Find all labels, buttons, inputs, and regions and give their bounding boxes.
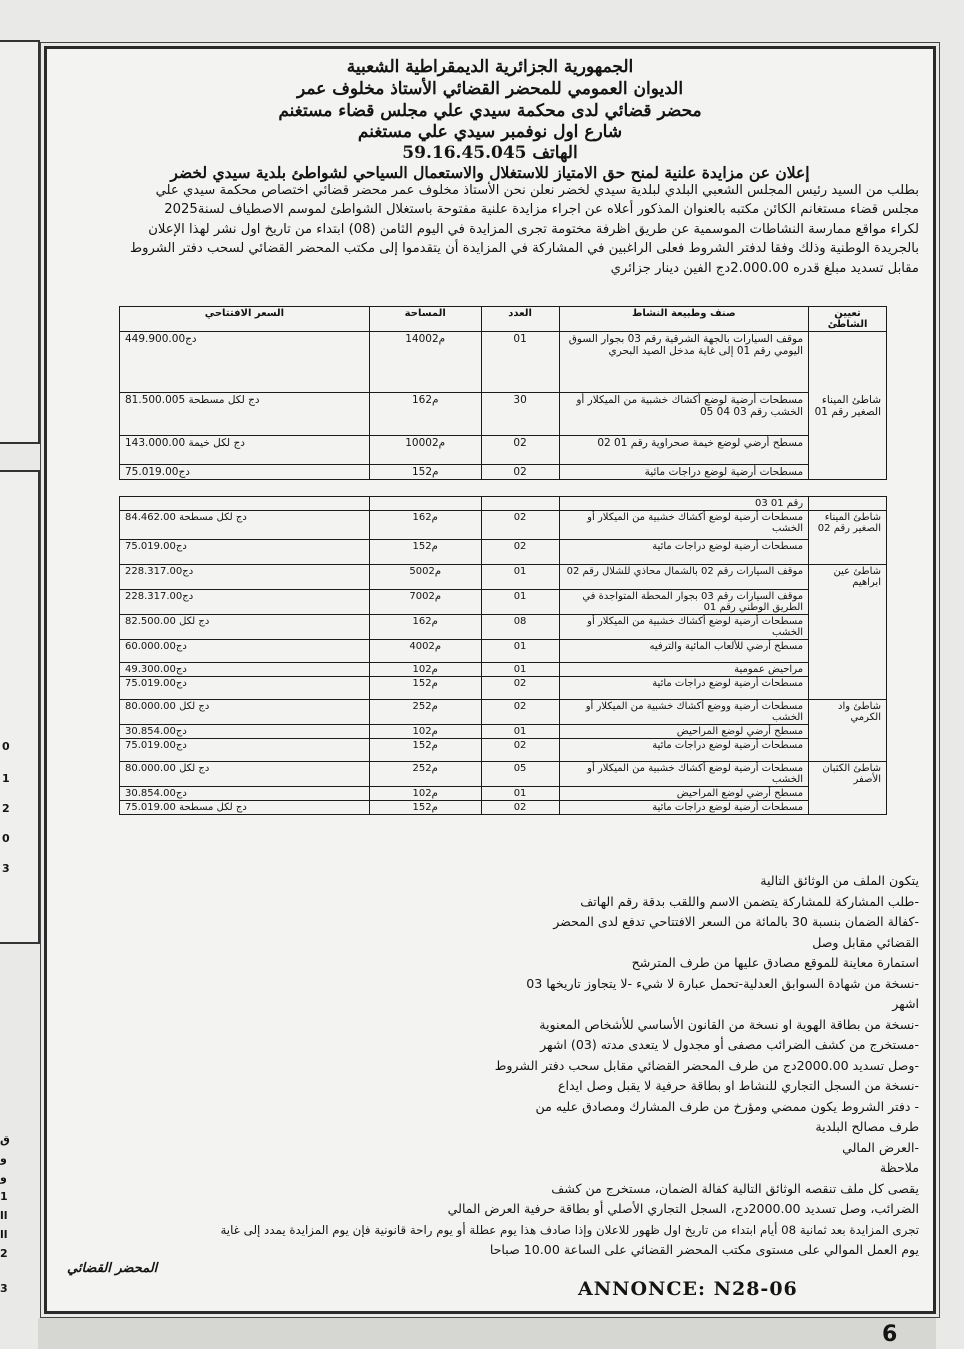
count-cell: 01 (481, 787, 559, 801)
area-cell: 10م2 (369, 663, 481, 677)
price-cell: 80.000.00 دج لكل (120, 700, 370, 725)
doc-line: -طلب المشاركة للمشاركة يتضمن الاسم واللقب بدقة رقم الهاتف (580, 893, 919, 909)
col-header-activity: صنف وطبيعة النشاط (559, 307, 809, 332)
activity-cell: مسطحات أرضية لوضع دراجات مائية (559, 540, 809, 565)
annonce-number: ANNONCE: N28-06 (578, 1278, 798, 1300)
activity-cell: مسطحات أرضية لوضع دراجات مائية (559, 465, 809, 480)
area-cell: 16م2 (369, 393, 481, 436)
price-cell: 75.019.00دج (120, 465, 370, 480)
doc-line: -نسخة من السجل التجاري للنشاط او بطاقة حرفية لا يقبل وصل ايداع (557, 1078, 919, 1093)
required-documents (61, 871, 919, 1261)
beach-name: شاطئ عين ابراهيم (809, 565, 887, 700)
area-cell: 400م2 (369, 640, 481, 663)
activity-cell: موقف السيارات رقم 02 بالشمال محاذي للشلال رقم 02 (559, 565, 809, 590)
price-cell: 80.000.00 دج لكل (120, 762, 370, 787)
activity-cell: موقف السيارات رقم 03 بجوار المحطة المتواجدة في الطريق الوطني رقم 01 (559, 590, 809, 615)
table-row (120, 801, 887, 815)
count-cell: 02 (481, 700, 559, 725)
area-cell: 1000م2 (369, 436, 481, 465)
table-row (120, 511, 887, 540)
margin-fragment: 3 (2, 862, 10, 875)
header-line-3: محضر قضائي لدى محكمة سيدي علي مجلس قضاء مستغنم (278, 101, 702, 121)
area-cell: 25م2 (369, 700, 481, 725)
left-margin-strip-top (0, 40, 40, 444)
area-cell: 10م2 (369, 787, 481, 801)
beach-name: شاطئ واد الكرمي (809, 700, 887, 762)
intro-paragraph (61, 181, 919, 278)
area-cell: 10م2 (369, 725, 481, 739)
activity-cell: رقم 01 03 (559, 497, 809, 511)
margin-fragment: 0 (2, 832, 10, 845)
price-cell: 75.019.00دج (120, 677, 370, 700)
margin-fragment: 2 (0, 1247, 8, 1260)
note-line: يوم العمل الموالي على مستوى مكتب المحضر القضائي على الساعة 10.00 صباحا (489, 1242, 919, 1257)
table-row (120, 436, 887, 465)
count-cell: 01 (481, 663, 559, 677)
price-cell: 49.300.00دج (120, 663, 370, 677)
doc-line: استمارة معاينة للموقع مصادق عليها من طرف المترشح (631, 955, 919, 970)
col-header-price: السعر الافتتاحي (120, 307, 370, 332)
price-cell: 75.019.00دج (120, 739, 370, 762)
count-cell: 05 (481, 762, 559, 787)
count-cell: 01 (481, 565, 559, 590)
table-row (120, 787, 887, 801)
activity-cell: مسطح أرضي للألعاب المائية والترفيه (559, 640, 809, 663)
doc-line: -نسخة من شهادة السوابق العدلية-تحمل عبارة لا شيء -لا يتجاوز تاريخها 03 (526, 975, 919, 991)
announcement-title: إعلان عن مزايدة علنية لمنح حق الامتياز للاستغلال والاستعمال السياحي لشواطئ بلدية سيدي لخضر (170, 163, 810, 182)
price-cell: 82.500.00 دج لكل (120, 615, 370, 640)
doc-line: القضائي مقابل وصل (812, 934, 919, 950)
area-cell: 500م2 (369, 565, 481, 590)
doc-line: -كفالة الضمان بنسبة 30 بالمائة من السعر الافتتاحي تدفع لدى المحضر (553, 914, 919, 929)
activity-cell: مسطحات أرضية لوضع دراجات مائية (559, 801, 809, 815)
margin-fragment: 1 (2, 772, 10, 785)
activity-cell: مسطحات أرضية لوضع دراجات مائية (559, 677, 809, 700)
count-cell: 02 (481, 436, 559, 465)
table-row (120, 497, 887, 511)
footer-band (38, 1318, 936, 1349)
activity-cell: مسطح أرضي لوضع خيمة صحراوية رقم 01 02 (559, 436, 809, 465)
doc-line: -نسخة من بطاقة الهوية او نسخة من القانون الأساسي للأشخاص المعنوية (539, 1016, 919, 1032)
intro-line: مجلس قضاء مستغانم الكائن مكتبه بالعنوان المذكور أعلاه عن اجراء مزايدة علنية مفتوحة باستغلال الشواطئ لموسم الاصطياف لسنة2025 (164, 202, 919, 218)
area-cell: 15م2 (369, 677, 481, 700)
count-cell: 08 (481, 615, 559, 640)
margin-fragment: 1 (0, 1190, 8, 1203)
price-cell: 81.500.005 دج لكل مسطحة (120, 393, 370, 436)
intro-line: بطلب من السيد رئيس المجلس الشعبي البلدي لبلدية سيدي لخضر نعلن نحن الأستاذ مخلوف عمر محضر قضائي اختصاص محكمة سيدي علي (155, 183, 919, 198)
beach-name: شاطئ الكثبان الأصفر (809, 762, 887, 815)
margin-fragment: ق (0, 1133, 10, 1146)
area-cell: 15م2 (369, 739, 481, 762)
area-cell: 1400م2 (369, 332, 481, 393)
activity-cell: موقف السيارات بالجهة الشرقية رقم 03 بجوار السوق اليومي رقم 01 إلى غاية مدخل الصيد البحري (559, 332, 809, 393)
activity-cell: مسطحات أرضية لوضع أكشاك خشبية من الميكلار أو الخشب (559, 511, 809, 540)
intro-line: لكراء مواقع ممارسة النشاطات الموسمية عن طريق اظرفة مختومة تجرى المزايدة في اليوم الثامن (08) ابتداء من تاريخ اول نشر لهذا الإعلان (148, 221, 919, 237)
doc-line: يتكون الملف من الوثائق التالية (760, 873, 919, 888)
area-cell: 15م2 (369, 540, 481, 565)
table-header-row (120, 307, 887, 332)
price-cell: 75.019.00دج (120, 540, 370, 565)
doc-line: -وصل تسديد 2000.00دج من طرف المحضر القضائي مقابل سحب دفتر الشروط (494, 1057, 919, 1073)
doc-line: -مستخرج من كشف الضرائب مصفى أو مجدول لا يتعدى مدته (03) اشهر (540, 1037, 919, 1052)
activity-cell: مسطحات أرضية لوضع أكشاك خشبية من الميكلار أو الخشب (559, 615, 809, 640)
doc-line: اشهر (892, 996, 919, 1011)
header-line-4: شارع اول نوفمبر سيدي علي مستغنم (357, 122, 623, 142)
activity-cell: مسطح أرضي لوضع المراحيض (559, 787, 809, 801)
count-cell: 02 (481, 511, 559, 540)
margin-fragment: و (0, 1171, 7, 1184)
margin-fragment: 3 (0, 1282, 8, 1295)
table-row (120, 640, 887, 663)
col-header-count: العدد (481, 307, 559, 332)
table-row (120, 393, 887, 436)
price-cell: 84.462.00 دج لكل مسطحة (120, 511, 370, 540)
table-row (120, 465, 887, 480)
table-row (120, 762, 887, 787)
table-row (120, 663, 887, 677)
intro-line: بالجريدة الوطنية وذلك وفقا لدفتر الشروط فعلى الراغبين في المشاركة في المزايدة أن يتقدموا إلى مكتب المحضر القضائي لسحب دفتر الشروط (129, 241, 919, 257)
area-cell: 700م2 (369, 590, 481, 615)
table-row (120, 590, 887, 615)
header-line-5: الهاتف 59.16.45.045 (402, 143, 578, 163)
area-cell: 16م2 (369, 615, 481, 640)
table-row (120, 700, 887, 725)
margin-fragment: ll (0, 1228, 8, 1241)
activity-cell: مسطحات أرضية ووضع أكشاك خشبية من الميكلار أو الخشب (559, 700, 809, 725)
activity-cell: مسطحات أرضية لوضع أكشاك خشبية من الميكلار أو الخشب (559, 762, 809, 787)
count-cell: 02 (481, 739, 559, 762)
price-cell: 75.019.00 دج لكل مسطحة (120, 801, 370, 815)
margin-fragment: 0 (2, 740, 10, 753)
table-row (120, 739, 887, 762)
doc-line: - دفتر الشروط يكون ممضي ومؤرخ من طرف المشارك ومصادق عليه من (535, 1098, 919, 1114)
count-cell: 02 (481, 540, 559, 565)
count-cell: 02 (481, 801, 559, 815)
announcement-box (44, 46, 936, 1314)
table-row (120, 332, 887, 393)
price-cell: 228.317.00دج (120, 590, 370, 615)
price-cell: 449.900.00دج (120, 332, 370, 393)
price-cell: 30.854.00دج (120, 787, 370, 801)
left-margin-strip-middle (0, 470, 40, 944)
doc-line: -العرض المالي (842, 1139, 919, 1155)
count-cell: 02 (481, 677, 559, 700)
count-cell: 01 (481, 725, 559, 739)
lots-table-2 (119, 496, 887, 815)
beach-name: شاطئ الميناء الصغير رقم 01 (809, 332, 887, 480)
header-line-1: الجمهورية الجزائرية الديمقراطية الشعبية (346, 57, 634, 77)
margin-fragment: ll (0, 1209, 8, 1222)
header-line-2: الديوان العمومي للمحضر القضائي الأستاذ مخلوف عمر (296, 79, 684, 99)
margin-fragment: و (0, 1152, 7, 1165)
price-cell: 30.854.00دج (120, 725, 370, 739)
price-cell: 60.000.00دج (120, 640, 370, 663)
note-heading: ملاحظة (879, 1160, 919, 1175)
activity-cell: مسطح أرضي لوضع المراحيض (559, 725, 809, 739)
page-mark: 6 (882, 1322, 898, 1347)
table-row (120, 615, 887, 640)
beach-name: شاطئ الميناء الصغير رقم 02 (809, 511, 887, 565)
table-row (120, 725, 887, 739)
col-header-beach: تعيين الشاطئ (809, 307, 887, 332)
table-row (120, 565, 887, 590)
intro-line: مقابل تسديد مبلغ قدره 2.000.00دج الفين دينار جزائري (610, 260, 919, 276)
note-line: تجرى المزايدة بعد ثمانية 08 أيام ابتداء من تاريخ اول ظهور للاعلان وإذا صادف هذا يوم عطلة أو يوم راحة قانونية فإن يوم المزايدة يمدد إلى غاية (220, 1222, 919, 1237)
count-cell: 01 (481, 640, 559, 663)
area-cell: 15م2 (369, 465, 481, 480)
doc-line: طرف مصالح البلدية (815, 1119, 919, 1134)
price-cell: 143.000.00 دج لكل خيمة (120, 436, 370, 465)
table-row (120, 677, 887, 700)
count-cell: 02 (481, 465, 559, 480)
activity-cell: مسطحات أرضية لوضع دراجات مائية (559, 739, 809, 762)
area-cell: 25م2 (369, 762, 481, 787)
area-cell: 15م2 (369, 801, 481, 815)
activity-cell: مراحيض عمومية (559, 663, 809, 677)
table-row (120, 540, 887, 565)
note-line: الضرائب، وصل تسديد 2000.00دج، السجل التجاري الأصلي أو بطاقة حرفية العرض المالي (447, 1201, 919, 1216)
margin-fragment: 2 (2, 802, 10, 815)
bailiff-signature: المحضر القضائي (67, 1261, 158, 1276)
count-cell: 30 (481, 393, 559, 436)
note-line: يقصى كل ملف تنقصه الوثائق التالية كفالة الضمان، مستخرج من كشف (551, 1180, 919, 1196)
activity-cell: مسطحات أرضية لوضع أكشاك خشبية من الميكلار أو الخشب رقم 03 04 05 (559, 393, 809, 436)
count-cell: 01 (481, 590, 559, 615)
left-margin-fragments-bottom (0, 1130, 14, 1298)
lots-table-1 (119, 306, 887, 480)
col-header-area: المساحة (369, 307, 481, 332)
area-cell: 16م2 (369, 511, 481, 540)
count-cell: 01 (481, 332, 559, 393)
price-cell: 228.317.00دج (120, 565, 370, 590)
